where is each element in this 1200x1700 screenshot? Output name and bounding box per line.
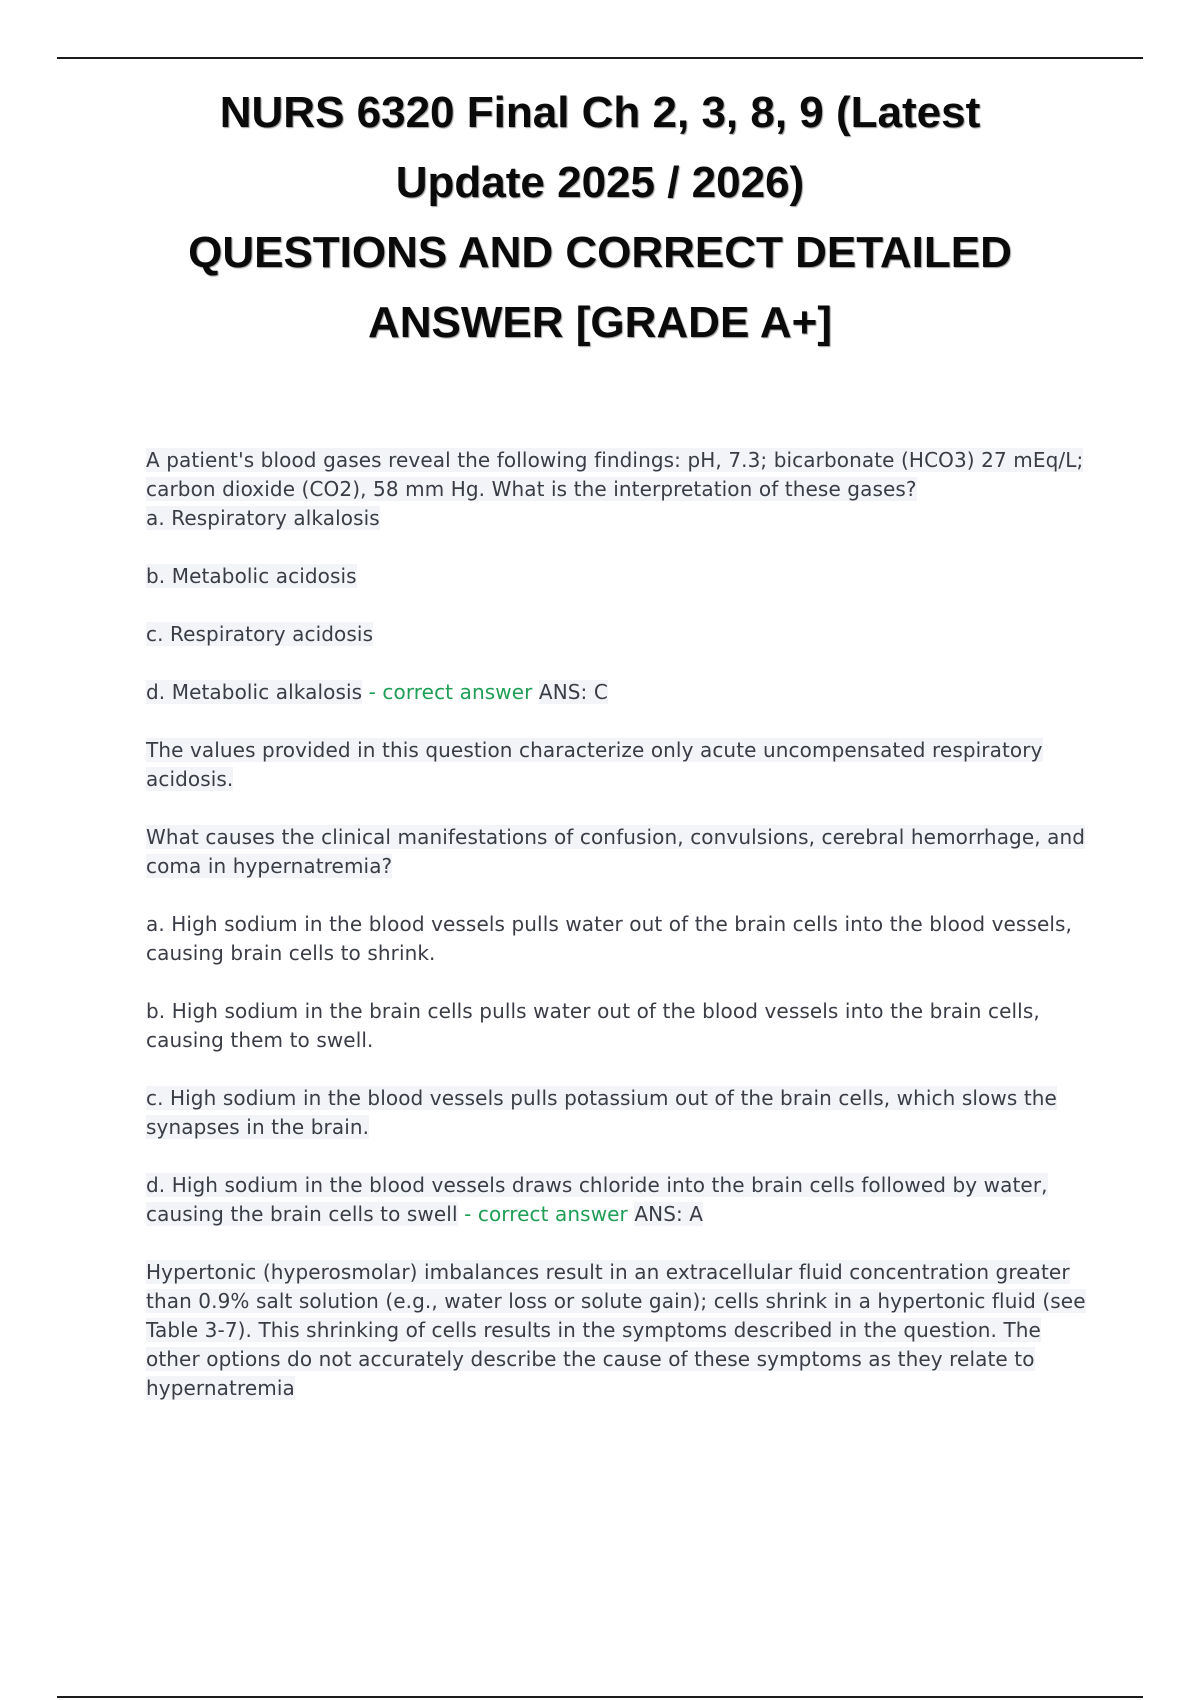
document-body bbox=[146, 446, 1090, 1403]
q2-option-d-block bbox=[146, 1171, 1090, 1229]
q2-option-c-block bbox=[146, 1084, 1090, 1142]
q1-option-b-block bbox=[146, 562, 1090, 591]
title-line-3: QUESTIONS AND CORRECT DETAILED bbox=[188, 228, 1012, 277]
q1-answer: ANS: C bbox=[538, 680, 608, 704]
title-line-2: Update 2025 / 2026) bbox=[395, 158, 805, 207]
top-rule bbox=[57, 57, 1143, 59]
q1-option-b: b. Metabolic acidosis bbox=[146, 564, 357, 588]
q2-option-d: d. High sodium in the blood vessels draws chloride into the brain cells followed by water, causing the brain cells to swell bbox=[146, 1173, 1048, 1226]
q2-option-c: c. High sodium in the blood vessels pulls potassium out of the brain cells, which slows the synapses in the brain. bbox=[146, 1086, 1057, 1139]
q1-stem: A patient's blood gases reveal the following findings: pH, 7.3; bicarbonate (HCO3) 27 mEq/L; carbon dioxide (CO2), 58 mm Hg. What is the interpretation of these gases? bbox=[146, 448, 1084, 501]
q1-rationale: The values provided in this question characterize only acute uncompensated respiratory acidosis. bbox=[146, 738, 1043, 791]
title-line-4: ANSWER [GRADE A+] bbox=[367, 298, 833, 347]
q1-stem-block bbox=[146, 446, 1090, 533]
q1-option-d: d. Metabolic alkalosis bbox=[146, 680, 363, 704]
q2-stem: What causes the clinical manifestations of confusion, convulsions, cerebral hemorrhage, and coma in hypernatremia? bbox=[146, 825, 1086, 878]
page-title bbox=[130, 78, 1070, 358]
title-line-1: NURS 6320 Final Ch 2, 3, 8, 9 (Latest bbox=[219, 88, 981, 137]
q1-option-d-block bbox=[146, 678, 1090, 707]
q2-option-b-block bbox=[146, 997, 1090, 1055]
q1-option-a: a. Respiratory alkalosis bbox=[146, 506, 380, 530]
bottom-rule bbox=[57, 1696, 1143, 1698]
q2-stem-block bbox=[146, 823, 1090, 881]
q2-answer: ANS: A bbox=[634, 1202, 704, 1226]
q2-rationale-block bbox=[146, 1258, 1090, 1403]
q2-option-a-block bbox=[146, 910, 1090, 968]
q1-option-c: c. Respiratory acidosis bbox=[146, 622, 374, 646]
q2-option-b: b. High sodium in the brain cells pulls water out of the blood vessels into the brain cells, causing them to swell. bbox=[146, 999, 1040, 1052]
q2-correct-marker: - correct answer bbox=[464, 1202, 628, 1226]
q2-option-a: a. High sodium in the blood vessels pulls water out of the brain cells into the blood vessels, causing brain cells to shrink. bbox=[146, 912, 1073, 965]
q1-correct-marker: - correct answer bbox=[368, 680, 533, 704]
q1-option-c-block bbox=[146, 620, 1090, 649]
q2-rationale: Hypertonic (hyperosmolar) imbalances result in an extracellular fluid concentration greater than 0.9% salt solution (e.g., water loss or solute gain); cells shrink in a hypertonic fluid (see Table 3-7). This shrinking of cells results in the symptoms described in the question. The other options do not accurately describe the cause of these symptoms as they relate to hypernatremia bbox=[146, 1260, 1086, 1400]
q1-rationale-block bbox=[146, 736, 1090, 794]
